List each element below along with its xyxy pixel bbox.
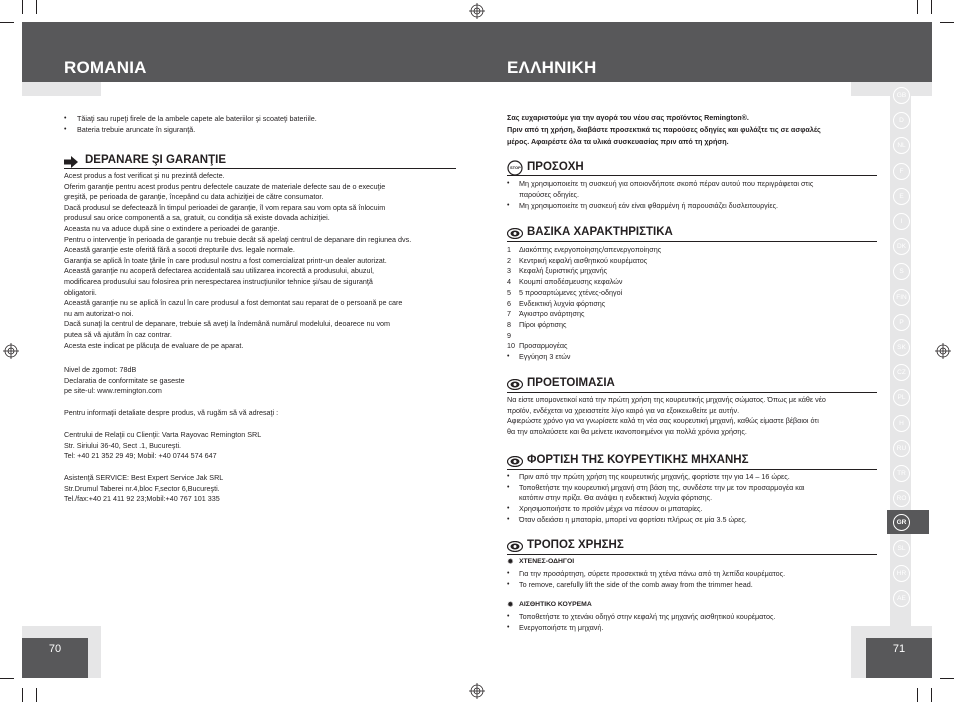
bullet-icon: •	[507, 581, 510, 588]
bullet-text: παρούσες οδηγίες.	[519, 190, 579, 199]
body-text: θα την απολαύσετε και θα μείνετε ικανοποιημένοι για πολλά χρόνια χρήσης.	[507, 427, 747, 437]
contact-text: Tel./fax:+40 21 411 92 23;Mobil:+40 767 101 335	[64, 494, 220, 504]
feature-text: Προσαρμογέας	[519, 341, 568, 351]
body-text: Να είστε υπομονετικοί κατά την πρώτη χρήση της κουρευτικής μηχανής σώματος. Όπως με κάθε νέο	[507, 395, 826, 404]
language-tab-f[interactable]: F	[893, 163, 910, 180]
body-text: Pentru o intervenţie în perioada de garanţie nu trebuie decât să apelaţi centrul de depanare din regiunea dvs.	[64, 234, 412, 244]
feature-number: 10	[507, 341, 515, 351]
subsection-title: ΧΤΕΝΕΣ-ΟΔΗΓΟΙ	[519, 558, 575, 565]
crop-mark	[36, 0, 37, 14]
section-heading: ΤΡΟΠΟΣ ΧΡΗΣΗΣ	[527, 539, 624, 551]
language-tab-h[interactable]: H	[893, 415, 910, 432]
header-band	[22, 22, 932, 82]
bullet-text: Μη χρησιμοποιείτε τη συσκευή για οποιονδήποτε σκοπό πέραν αυτού που περιγράφεται στις	[519, 179, 814, 188]
language-tab-i[interactable]: I	[893, 213, 910, 230]
language-tab-sl[interactable]: SL	[893, 540, 910, 557]
body-text: greşită, pe perioada de garanţie, începând cu data achiziţiei de către consumator.	[64, 192, 324, 202]
eye-icon	[507, 379, 523, 390]
language-tab-nl[interactable]: NL	[893, 137, 910, 154]
section-heading: ΦΟΡΤΙΣΗ ΤΗΣ ΚΟΥΡΕΥΤΙΚΗΣ ΜΗΧΑΝΗΣ	[527, 454, 749, 466]
language-tab-fin[interactable]: FIN	[893, 289, 910, 306]
body-text: Această garanţie este oferită fără a socoti drepturile dvs. legale normale.	[64, 245, 295, 255]
bullet-text: Τοποθετήστε την κουρευτική μηχανή στη βάση της, συνδέστε την με τον προσαρμογέα και	[519, 482, 805, 492]
feature-text: Κουμπί αποδέσμευσης κεφαλών	[519, 277, 623, 287]
crop-mark	[0, 22, 14, 23]
bullet-icon: •	[507, 202, 510, 209]
bullet-text: κατόπιν στην πρίζα. Θα ανάψει η ενδεικτική λυχνία φόρτισης.	[519, 493, 713, 503]
section-heading: DEPANARE ŞI GARANŢIE	[85, 154, 226, 166]
body-text: nu am autorizat-o noi.	[64, 308, 134, 318]
feature-number: 6	[507, 298, 511, 308]
body-text: Garanţia se aplică în toate ţările în care produsul nostru a fost comercializat printr-un dealer autorizat.	[64, 255, 387, 265]
eye-icon	[507, 456, 523, 467]
section-rule	[507, 554, 877, 555]
page-number-right: 71	[866, 638, 932, 678]
bullet-text: Ενεργοποιήστε τη μηχανή.	[519, 623, 604, 632]
body-text: Dacă sunaţi la centrul de depanare, trebuie să aveţi la îndemână numărul modelului, deoarece nu vom	[64, 319, 391, 329]
bullet-text: Tăiaţi sau rupeţi firele de la ambele capete ale bateriilor şi scoateţi bateriile.	[77, 114, 317, 123]
body-text: προϊόν, ενδέχεται να χρειαστείτε λίγο καιρό για να εξοικειωθείτε με αυτήν.	[507, 405, 740, 415]
feature-number: 1	[507, 245, 511, 254]
arrow-right-icon	[64, 156, 78, 168]
language-tab-s[interactable]: S	[893, 263, 910, 280]
contact-text: Tel: +40 21 352 29 49; Mobil: +40 0744 574 647	[64, 451, 217, 461]
crop-mark	[940, 678, 954, 679]
subsection-title: ΑΙΣΘΗΤΙΚΟ ΚΟΥΡΕΜΑ	[519, 601, 592, 608]
feature-text: Ενδεικτική λυχνία φόρτισης	[519, 298, 606, 308]
body-text: Această garanţie nu se aplică în cazul în care produsul a fost demontat sau reparat de o persoană pe care	[64, 298, 403, 308]
intro-text: Σας ευχαριστούμε για την αγορά του νέου σας προϊόντος Remington®.	[507, 113, 749, 122]
sun-icon: ✹	[507, 557, 514, 566]
bullet-text: To remove, carefully lift the side of the comb away from the trimmer head.	[519, 580, 753, 589]
language-tab-cz[interactable]: CZ	[893, 364, 910, 381]
contact-text: Str. Siriului 36-40, Sect .1, Bucureşti.	[64, 440, 182, 450]
body-text: Această garanţie nu acoperă defectarea accidentală sau utilizarea incorectă a produsului, abuzul,	[64, 266, 375, 276]
page-title-left: ROMANIA	[64, 58, 147, 77]
stop-icon-label: STOP	[510, 165, 521, 170]
body-text: putea să vă ajutăm în caz contrar.	[64, 330, 172, 339]
crop-mark	[36, 688, 37, 702]
crop-mark	[940, 22, 954, 23]
contact-text: Centrului de Relaţii cu Clienţii: Varta Rayovac Remington SRL	[64, 430, 262, 439]
body-text: Acesta este indicat pe plăcuţa de evaluare de pe aparat.	[64, 340, 244, 350]
bullet-text: Όταν αδειάσει η μπαταρία, μπορεί να φορτίσει πλήρως σε μία 3.5 ώρες.	[519, 514, 747, 524]
feature-number: 3	[507, 266, 511, 276]
feature-text: Πίροι φόρτισης	[519, 319, 567, 329]
bullet-icon: •	[507, 483, 510, 491]
eye-icon	[507, 228, 523, 239]
bullet-icon: •	[507, 624, 510, 631]
language-tab-gr[interactable]: GR	[893, 514, 910, 531]
info-text: Nivel de zgomot: 78dB	[64, 365, 137, 374]
bullet-text: Bateria trebuie aruncate în siguranţă.	[77, 125, 196, 134]
feature-text: Κεφαλή ξυριστικής μηχανής	[519, 266, 608, 276]
eye-icon	[507, 541, 523, 552]
bullet-icon: •	[507, 570, 510, 577]
language-tab-dk[interactable]: DK	[893, 238, 910, 255]
section-rule	[507, 469, 877, 470]
section-rule	[507, 241, 877, 242]
intro-text: μέρος. Αφαιρέστε όλα τα υλικά συσκευασίας πριν από τη χρήση.	[507, 137, 729, 146]
contact-text: Asistenţă SERVICE: Best Expert Service Jak SRL	[64, 473, 224, 482]
page-title-right: ΕΛΛΗΝΙΚΗ	[507, 58, 597, 77]
feature-number: 9	[507, 330, 511, 340]
bullet-icon: •	[507, 353, 510, 360]
language-tab-pl[interactable]: PL	[893, 389, 910, 406]
bullet-text: Εγγύηση 3 ετών	[519, 352, 571, 361]
bullet-icon: •	[507, 473, 510, 480]
feature-number: 7	[507, 309, 511, 319]
language-tab-p[interactable]: P	[893, 314, 910, 331]
registration-mark-icon	[469, 3, 485, 19]
feature-text: Κεντρική κεφαλή αισθητικού κουρέματος	[519, 255, 648, 265]
language-tab-ae[interactable]: AE	[893, 590, 910, 607]
feature-number: 5	[507, 287, 511, 297]
language-tab-d[interactable]: D	[893, 112, 910, 129]
feature-text: Άγκιστρο ανάρτησης	[519, 309, 585, 319]
info-text: Declaratia de conformitate se gaseste	[64, 375, 185, 385]
bullet-text: Για την προσάρτηση, σύρετε προσεκτικά τη χτένα πάνω από τη λεπίδα κουρέματος.	[519, 569, 786, 578]
bullet-icon: •	[507, 613, 510, 620]
language-tab-hr[interactable]: HR	[893, 565, 910, 582]
registration-mark-icon	[3, 343, 19, 359]
bullet-icon: •	[507, 515, 510, 523]
language-tab-sk[interactable]: SK	[893, 339, 910, 356]
crop-mark	[22, 0, 23, 14]
language-tab-tr[interactable]: TR	[893, 465, 910, 482]
language-tab-gb[interactable]: GB	[893, 87, 910, 104]
contact-text: Str.Drumul Taberei nr.4,bloc F,sector 6,Bucureşti.	[64, 483, 220, 493]
bullet-icon: •	[507, 180, 510, 187]
language-tab-ru[interactable]: RU	[893, 440, 910, 457]
body-text: obligatorii.	[64, 287, 97, 297]
registration-mark-icon	[469, 683, 485, 699]
crop-mark	[0, 678, 14, 679]
crop-mark	[931, 0, 932, 14]
bullet-icon: •	[507, 505, 510, 513]
bullet-icon: •	[64, 115, 67, 122]
crop-mark	[931, 688, 932, 702]
section-heading: ΠΡΟΣΟΧΗ	[527, 161, 584, 173]
intro-text: Πριν από τη χρήση, διαβάστε προσεκτικά τις παρούσες οδηγίες και φυλάξτε τις σε ασφαλές	[507, 125, 821, 134]
info-text: pe site-ul: www.remington.com	[64, 386, 162, 396]
header-accent	[22, 82, 101, 96]
bullet-icon: •	[64, 126, 67, 133]
section-rule	[507, 175, 877, 176]
registration-mark-icon	[935, 343, 951, 359]
section-rule	[507, 392, 877, 393]
section-heading: ΠΡΟΕΤΟΙΜΑΣΙΑ	[527, 377, 615, 389]
sun-icon: ✹	[507, 600, 514, 609]
body-text: Dacă produsul se defectează în timpul perioadei de garanţie, îl vom repara sau vom opta să înlocuim	[64, 202, 386, 212]
feature-number: 2	[507, 255, 511, 265]
crop-mark	[917, 688, 918, 702]
section-rule	[64, 168, 456, 169]
feature-number: 4	[507, 277, 511, 287]
body-text: Acest produs a fost verificat şi nu prezintă defecte.	[64, 171, 225, 180]
feature-text: 5 προσαρτώμενες χτένες-οδηγοί	[519, 287, 623, 297]
bullet-text: Μη χρησιμοποιείτε τη συσκευή εάν είναι φθαρμένη ή παρουσιάζει δυσλειτουργίες.	[519, 201, 779, 210]
section-heading: ΒΑΣΙΚΑ ΧΑΡΑΚΤΗΡΙΣΤΙΚΑ	[527, 226, 673, 238]
language-tab-ro[interactable]: RO	[893, 490, 910, 507]
bullet-text: Πριν από την πρώτη χρήση της κουρευτικής μηχανής, φορτίστε την για 14 – 16 ώρες.	[519, 472, 790, 481]
page-number-left: 70	[22, 638, 88, 678]
info-text: Pentru informaţii detaliate despre produs, vă rugăm să vă adresaţi :	[64, 408, 279, 417]
bullet-text: Τοποθετήστε το χτενάκι οδηγό στην κεφαλή της μηχανής αισθητικού κουρέματος.	[519, 612, 776, 621]
bullet-text: Χρησιμοποιήστε το προϊόν μέχρι να πέσουν οι μπαταρίες.	[519, 504, 703, 514]
feature-text: Διακόπτης ενεργοποίησης/απενεργοποίησης	[519, 245, 662, 254]
body-text: produsul sau orice componentă a sa, gratuit, cu condiţia să existe dovada achiziţiei.	[64, 213, 330, 223]
language-tab-e[interactable]: E	[893, 188, 910, 205]
crop-mark	[22, 688, 23, 702]
body-text: Aceasta nu va aduce după sine o extindere a perioadei de garanţie.	[64, 224, 280, 233]
body-text: Oferim garanţie pentru acest produs pentru defectele cauzate de materiale defecte sau de o execuţie	[64, 181, 386, 191]
body-text: modificarea produsului sau folosirea prin nerespectarea instrucţiunilor tehnice şi/sau de siguranţă	[64, 277, 373, 286]
crop-mark	[917, 0, 918, 14]
body-text: Αφιερώστε χρόνο για να γνωρίσετε καλά τη νέα σας κουρευτική μηχανή, καθώς είμαστε βέβαιοι ότι	[507, 416, 819, 426]
feature-number: 8	[507, 319, 511, 329]
